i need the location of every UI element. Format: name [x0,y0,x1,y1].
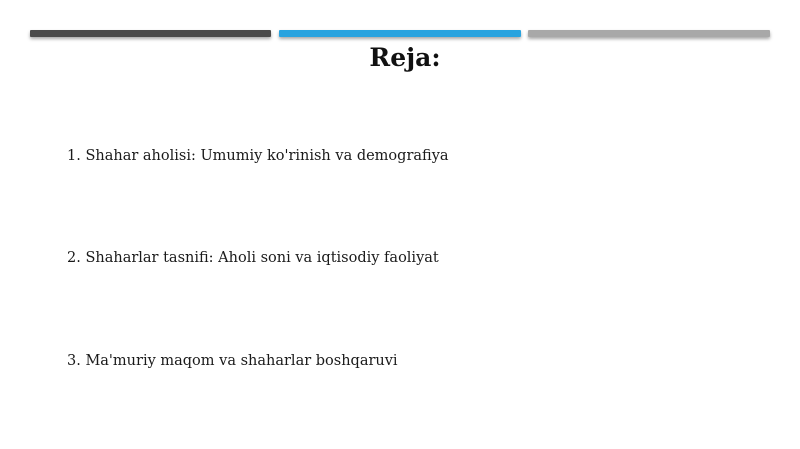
plan-item-2: 2. Shaharlar tasnifi: Aholi soni va iqtisodiy faoliyat [67,250,439,266]
slide-title: Reja: [369,43,441,72]
plan-item-1: 1. Shahar aholisi: Umumiy ko'rinish va demografiya [67,148,449,164]
top-accent-bar-right [528,30,770,37]
top-accent-bar-middle [279,30,521,37]
plan-item-3: 3. Ma'muriy maqom va shaharlar boshqaruvi [67,353,398,369]
top-accent-bar-left [30,30,271,37]
